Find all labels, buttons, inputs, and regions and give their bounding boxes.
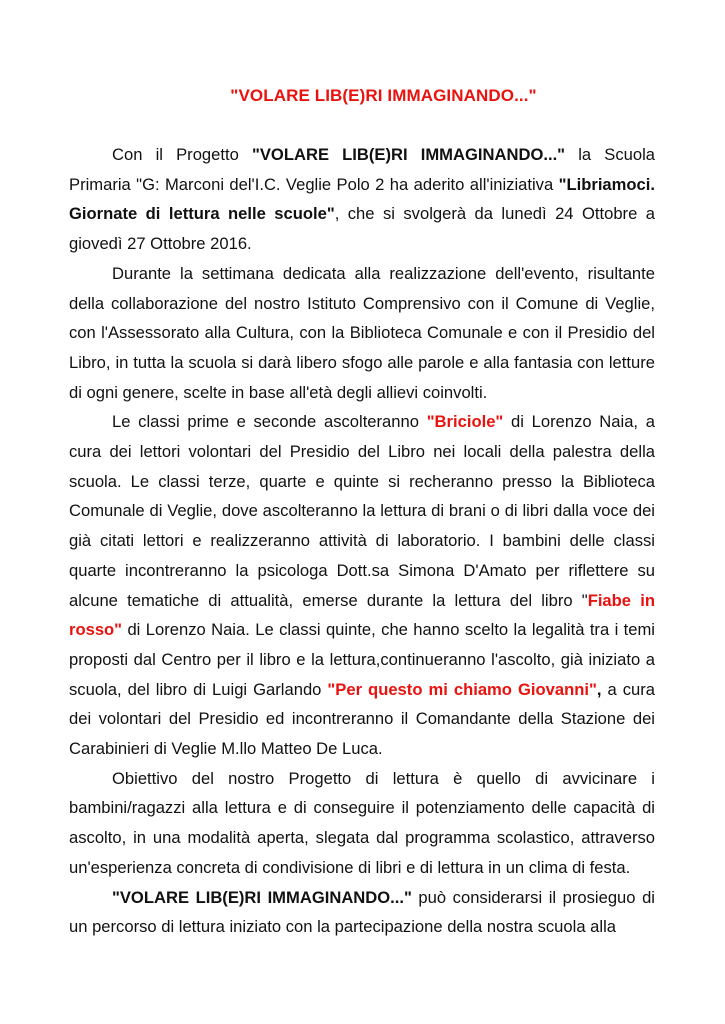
paragraph-intro — [69, 140, 655, 259]
document-title: "VOLARE LIB(E)RI IMMAGINANDO..." — [230, 86, 537, 105]
text-run: di Lorenzo Naia, a cura dei lettori volontari del Presidio del Libro nei locali della palestra della scuola. Le classi terze, quarte e quinte si recheranno presso la Biblioteca Comunale di Veglie, dove ascolteranno la lettura di brani o di libri dalla voce dei già citati lettori e realizzeranno attività di laboratorio. I bambini delle classi quarte incontreranno la psicologa Dott.sa Simona D'Amato per riflettere su alcune tematiche di attualità, emerse durante la lettura del libro " — [69, 412, 655, 610]
document-body — [69, 140, 655, 942]
text-run: Le classi prime e seconde ascolteranno — [112, 412, 427, 432]
text-run: di Lorenzo Naia. Le classi quinte, che hanno scelto la legalità tra i temi proposti dal Centro per il libro e la lettura,continueranno l'ascolto, già iniziato a scuola, del libro di Luigi Garlando — [69, 620, 655, 699]
text-run: la Scuola Primaria "G: Marconi del'I.C. Veglie Polo 2 ha aderito all'iniziativa — [69, 145, 656, 194]
bold-comma: , — [596, 679, 602, 699]
initiative-name-bold: "Libriamoci. Giornate di lettura nelle scuole" — [69, 174, 655, 224]
paragraph-classes — [69, 407, 655, 763]
book-title-briciole: "Briciole" — [426, 412, 504, 432]
paragraph-objective: Obiettivo del nostro Progetto di lettura è quello di avvicinare i bambini/ragazzi alla lettura e di conseguire il potenziamento delle capacità di ascolto, in una modalità aperta, slegata dal programma scolastico, attraverso un'esperienza concreta di condivisione di libri e di lettura in un clima di festa. — [69, 768, 655, 877]
text-run: Con il Progetto — [112, 145, 252, 164]
text-run: a cura dei volontari del Presidio ed incontreranno il Comandante della Stazione dei Carabinieri di Veglie M.llo Matteo De Luca. — [69, 679, 655, 759]
book-title-fiabe: Fiabe in rosso" — [69, 590, 655, 640]
text-run: , che si svolgerà da lunedì 24 Ottobre a giovedì 27 Ottobre 2016. — [69, 204, 655, 254]
book-title-giovanni: "Per questo mi chiamo Giovanni" — [327, 679, 597, 699]
text-run: può considerarsi il prosieguo di un percorso di lettura iniziato con la partecipazione della nostra scuola alla — [69, 887, 655, 937]
project-name-bold: "VOLARE LIB(E)RI IMMAGINANDO..." — [112, 887, 412, 907]
paragraph-week: Durante la settimana dedicata alla realizzazione dell'evento, risultante della collaborazione del nostro Istituto Comprensivo con il Comune di Veglie, con l'Assessorato alla Cultura, con la Biblioteca Comunale e con il Presidio del Libro, in tutta la scuola si darà libero sfogo alle parole e alla fantasia con letture di ogni genere, scelte in base all'età degli allievi coinvolti. — [69, 263, 655, 402]
project-name-bold: "VOLARE LIB(E)RI IMMAGINANDO..." — [252, 145, 566, 164]
paragraph-continuation — [69, 883, 655, 942]
